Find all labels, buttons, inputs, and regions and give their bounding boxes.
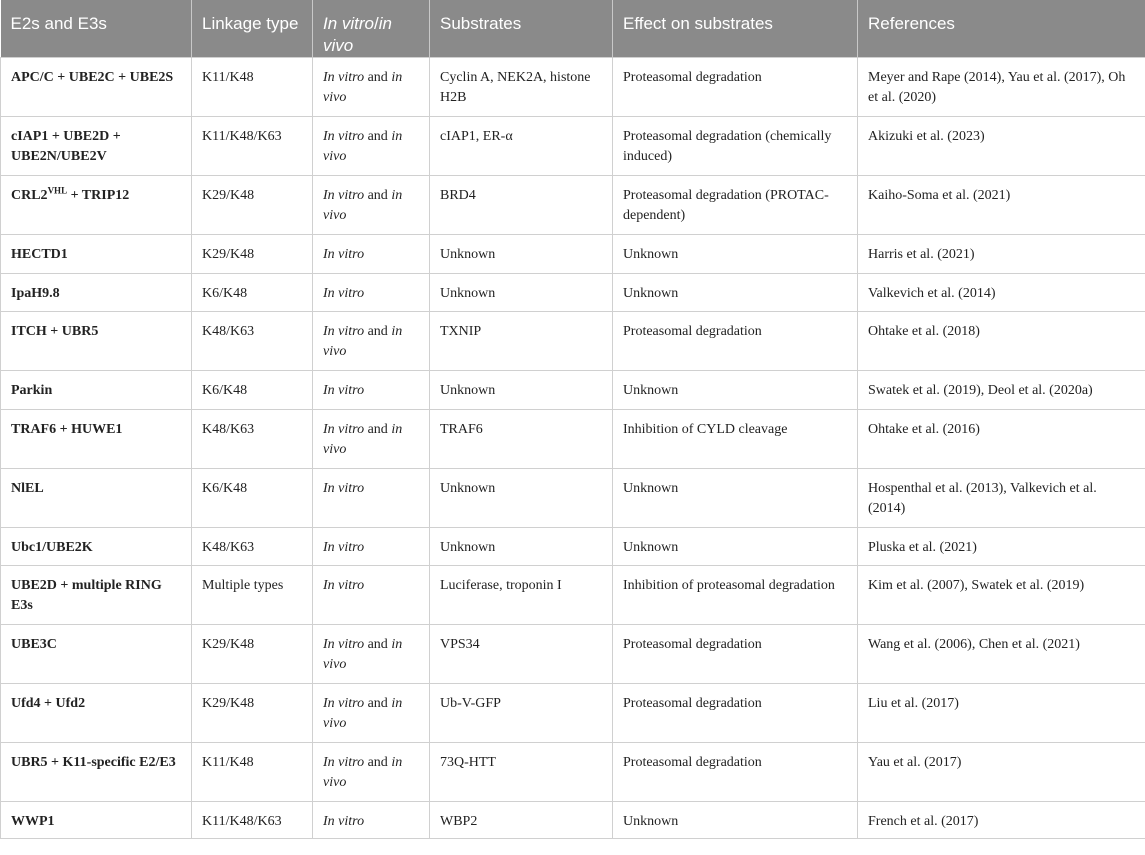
- cell-substrates: VPS34: [430, 625, 613, 684]
- cell-references: Meyer and Rape (2014), Yau et al. (2017), Oh et al. (2020): [858, 58, 1145, 117]
- cell-references: Wang et al. (2006), Chen et al. (2021): [858, 625, 1145, 684]
- cell-linkage-type: K29/K48: [192, 235, 313, 274]
- cell-references: Ohtake et al. (2016): [858, 409, 1145, 468]
- cell-e2-e3: NlEL: [1, 468, 192, 527]
- cell-effect-on-substrates: Inhibition of CYLD cleavage: [613, 409, 858, 468]
- cell-references: Kaiho-Soma et al. (2021): [858, 176, 1145, 235]
- header-references: References: [858, 0, 1145, 58]
- cell-e2-e3: cIAP1 + UBE2D + UBE2N/UBE2V: [1, 117, 192, 176]
- cell-in-vitro-in-vivo: In vitro and in vivo: [313, 409, 430, 468]
- cell-substrates: Unknown: [430, 527, 613, 566]
- cell-e2-e3: UBE3C: [1, 625, 192, 684]
- cell-in-vitro-in-vivo: In vitro: [313, 802, 430, 839]
- cell-linkage-type: K11/K48: [192, 58, 313, 117]
- cell-in-vitro-in-vivo: In vitro: [313, 371, 430, 410]
- cell-in-vitro-in-vivo: In vitro: [313, 235, 430, 274]
- cell-effect-on-substrates: Unknown: [613, 802, 858, 839]
- cell-linkage-type: K48/K63: [192, 312, 313, 371]
- cell-effect-on-substrates: Proteasomal degradation (PROTAC-dependent): [613, 176, 858, 235]
- cell-substrates: 73Q-HTT: [430, 743, 613, 802]
- table-row: [1, 117, 1145, 176]
- table-row: [1, 743, 1145, 802]
- cell-references: Liu et al. (2017): [858, 684, 1145, 743]
- cell-linkage-type: K11/K48/K63: [192, 117, 313, 176]
- cell-substrates: Unknown: [430, 468, 613, 527]
- cell-e2-e3: IpaH9.8: [1, 273, 192, 312]
- cell-linkage-type: K29/K48: [192, 684, 313, 743]
- cell-effect-on-substrates: Proteasomal degradation: [613, 743, 858, 802]
- cell-linkage-type: Multiple types: [192, 566, 313, 625]
- cell-in-vitro-in-vivo: In vitro: [313, 468, 430, 527]
- cell-substrates: Ub-V-GFP: [430, 684, 613, 743]
- cell-e2-e3: HECTD1: [1, 235, 192, 274]
- cell-in-vitro-in-vivo: In vitro: [313, 527, 430, 566]
- cell-linkage-type: K11/K48: [192, 743, 313, 802]
- cell-in-vitro-in-vivo: In vitro and in vivo: [313, 117, 430, 176]
- header-linkage-type: Linkage type: [192, 0, 313, 58]
- cell-substrates: Unknown: [430, 371, 613, 410]
- header-row: [1, 0, 1145, 58]
- table-row: [1, 371, 1145, 410]
- header-e2s-e3s: E2s and E3s: [1, 0, 192, 58]
- cell-effect-on-substrates: Unknown: [613, 468, 858, 527]
- table-row: [1, 58, 1145, 117]
- cell-in-vitro-in-vivo: In vitro and in vivo: [313, 312, 430, 371]
- cell-effect-on-substrates: Proteasomal degradation: [613, 684, 858, 743]
- cell-effect-on-substrates: Unknown: [613, 273, 858, 312]
- table-row: [1, 802, 1145, 839]
- cell-effect-on-substrates: Unknown: [613, 371, 858, 410]
- cell-substrates: Unknown: [430, 273, 613, 312]
- cell-linkage-type: K6/K48: [192, 273, 313, 312]
- table-row: [1, 273, 1145, 312]
- table-row: [1, 684, 1145, 743]
- cell-effect-on-substrates: Proteasomal degradation (chemically induced): [613, 117, 858, 176]
- cell-substrates: TXNIP: [430, 312, 613, 371]
- cell-substrates: Luciferase, troponin I: [430, 566, 613, 625]
- table-row: [1, 235, 1145, 274]
- cell-effect-on-substrates: Proteasomal degradation: [613, 312, 858, 371]
- cell-e2-e3: UBE2D + multiple RING E3s: [1, 566, 192, 625]
- cell-linkage-type: K29/K48: [192, 625, 313, 684]
- cell-effect-on-substrates: Unknown: [613, 235, 858, 274]
- cell-e2-e3: UBR5 + K11-specific E2/E3: [1, 743, 192, 802]
- cell-in-vitro-in-vivo: In vitro: [313, 566, 430, 625]
- cell-e2-e3: TRAF6 + HUWE1: [1, 409, 192, 468]
- cell-in-vitro-in-vivo: In vitro and in vivo: [313, 684, 430, 743]
- cell-effect-on-substrates: Proteasomal degradation: [613, 625, 858, 684]
- cell-references: Hospenthal et al. (2013), Valkevich et al. (2014): [858, 468, 1145, 527]
- cell-e2-e3: Parkin: [1, 371, 192, 410]
- cell-e2-e3: WWP1: [1, 802, 192, 839]
- table-row: [1, 566, 1145, 625]
- cell-effect-on-substrates: Inhibition of proteasomal degradation: [613, 566, 858, 625]
- cell-references: Kim et al. (2007), Swatek et al. (2019): [858, 566, 1145, 625]
- cell-references: Swatek et al. (2019), Deol et al. (2020a): [858, 371, 1145, 410]
- table-row: [1, 527, 1145, 566]
- cell-in-vitro-in-vivo: In vitro and in vivo: [313, 743, 430, 802]
- cell-effect-on-substrates: Unknown: [613, 527, 858, 566]
- cell-linkage-type: K29/K48: [192, 176, 313, 235]
- cell-in-vitro-in-vivo: In vitro and in vivo: [313, 58, 430, 117]
- header-in-vitro-in-vivo: In vitro/in vivo: [313, 0, 430, 58]
- table-row: [1, 468, 1145, 527]
- cell-references: Harris et al. (2021): [858, 235, 1145, 274]
- cell-substrates: BRD4: [430, 176, 613, 235]
- table-row: [1, 409, 1145, 468]
- cell-e2-e3: Ufd4 + Ufd2: [1, 684, 192, 743]
- cell-e2-e3: Ubc1/UBE2K: [1, 527, 192, 566]
- cell-substrates: Cyclin A, NEK2A, histone H2B: [430, 58, 613, 117]
- cell-linkage-type: K6/K48: [192, 371, 313, 410]
- table-row: [1, 625, 1145, 684]
- table-row: [1, 176, 1145, 235]
- cell-effect-on-substrates: Proteasomal degradation: [613, 58, 858, 117]
- cell-in-vitro-in-vivo: In vitro: [313, 273, 430, 312]
- cell-substrates: TRAF6: [430, 409, 613, 468]
- cell-references: Pluska et al. (2021): [858, 527, 1145, 566]
- cell-references: Yau et al. (2017): [858, 743, 1145, 802]
- cell-substrates: Unknown: [430, 235, 613, 274]
- cell-substrates: WBP2: [430, 802, 613, 839]
- cell-linkage-type: K6/K48: [192, 468, 313, 527]
- table-row: [1, 312, 1145, 371]
- cell-references: French et al. (2017): [858, 802, 1145, 839]
- cell-references: Akizuki et al. (2023): [858, 117, 1145, 176]
- header-effect-on-substrates: Effect on substrates: [613, 0, 858, 58]
- cell-in-vitro-in-vivo: In vitro and in vivo: [313, 625, 430, 684]
- cell-linkage-type: K48/K63: [192, 527, 313, 566]
- cell-in-vitro-in-vivo: In vitro and in vivo: [313, 176, 430, 235]
- cell-references: Valkevich et al. (2014): [858, 273, 1145, 312]
- cell-substrates: cIAP1, ER-α: [430, 117, 613, 176]
- cell-e2-e3: ITCH + UBR5: [1, 312, 192, 371]
- cell-linkage-type: K11/K48/K63: [192, 802, 313, 839]
- cell-e2-e3: APC/C + UBE2C + UBE2S: [1, 58, 192, 117]
- cell-e2-e3: $CRL2^{VHL}$ + TRIP12: [1, 176, 192, 235]
- cell-references: Ohtake et al. (2018): [858, 312, 1145, 371]
- cell-linkage-type: K48/K63: [192, 409, 313, 468]
- header-substrates: Substrates: [430, 0, 613, 58]
